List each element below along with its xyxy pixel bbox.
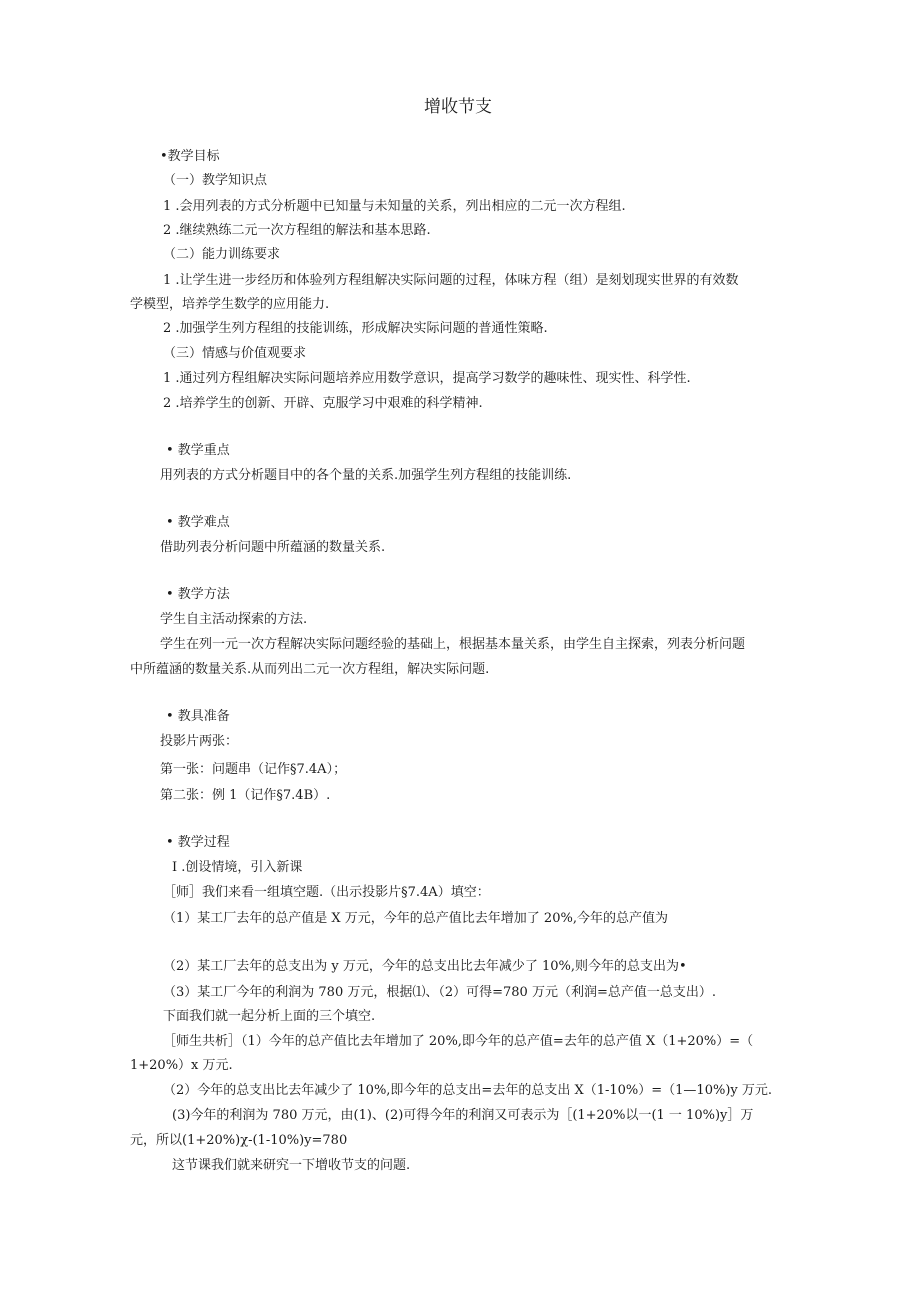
section-heading: • 教学重点 bbox=[166, 443, 230, 458]
section-heading: • 教学过程 bbox=[166, 835, 230, 850]
body-line: 2 .培养学生的创新、开辟、克服学习中艰难的科学精神. bbox=[163, 396, 483, 411]
body-line: 1 .让学生进一步经历和体验列方程组解决实际问题的过程，体味方程（组）是刻划现实世界的有效数 bbox=[163, 273, 739, 288]
subsection-heading: （一）教学知识点 bbox=[163, 173, 268, 188]
body-line: ［师生共析］（1）今年的总产值比去年增加了 20%,即今年的总产值=去年的总产值 X（1+20%）=（ bbox=[163, 1034, 754, 1049]
body-line: 第二张：例 1（记作§7.4B）. bbox=[160, 788, 331, 803]
section-heading: •教学目标 bbox=[160, 149, 220, 164]
body-line: (3)今年的利润为 780 万元，由(1)、(2)可得今年的利润又可表示为［(1+20%以一(1 一 10%)y］万 bbox=[172, 1108, 754, 1123]
subsection-heading: （二）能力训练要求 bbox=[163, 247, 281, 262]
body-line: （3）某工厂今年的利润为 780 万元，根据⑴、（2）可得=780 万元（利润=总产值一总支出）. bbox=[163, 985, 716, 1000]
body-line: 学生自主活动探索的方法. bbox=[160, 612, 308, 627]
section-heading: • 教具准备 bbox=[166, 709, 230, 724]
body-line: 2 .加强学生列方程组的技能训练，形成解决实际问题的普通性策略. bbox=[163, 321, 548, 336]
body-line: 1 .通过列方程组解决实际问题培养应用数学意识，提高学习数学的趣味性、现实性、科学性. bbox=[163, 371, 691, 386]
body-line: 用列表的方式分析题目中的各个量的关系.加强学生列方程组的技能训练. bbox=[160, 468, 572, 483]
body-line: ［师］我们来看一组填空题.（出示投影片§7.4A）填空： bbox=[163, 885, 490, 900]
body-line: 元，所以(1+20%)χ-(1-10%)y=780 bbox=[130, 1133, 348, 1148]
body-line: I .创设情境，引入新课 bbox=[172, 860, 303, 875]
body-line: （2）某工厂去年的总支出为 y 万元，今年的总支出比去年减少了 10%,则今年的总支出为• bbox=[163, 959, 687, 974]
body-line: 投影片两张： bbox=[160, 734, 239, 749]
body-line: 学生在列一元一次方程解决实际问题经验的基础上，根据基本量关系，由学生自主探索，列表分析问题 bbox=[160, 637, 746, 652]
body-line: （2）今年的总支出比去年减少了 10%,即今年的总支出=去年的总支出 X（1-10%）=（1—10%)y 万元. bbox=[163, 1083, 773, 1098]
document-title: 增收节支 bbox=[424, 97, 492, 117]
body-line: （1）某工厂去年的总产值是 X 万元，今年的总产值比去年增加了 20%,今年的总产值为 bbox=[163, 911, 668, 926]
body-line: 1 .会用列表的方式分析题中已知量与未知量的关系，列出相应的二元一次方程组. bbox=[163, 199, 626, 214]
section-heading: • 教学难点 bbox=[166, 515, 230, 530]
body-line: 第一张：问题串（记作§7.4A）； bbox=[160, 762, 347, 777]
subsection-heading: （三）情感与价值观要求 bbox=[163, 346, 307, 361]
section-heading: • 教学方法 bbox=[166, 587, 230, 602]
body-line: 1+20%）x 万元. bbox=[130, 1058, 233, 1073]
body-line: 这节课我们就来研究一下增收节支的问题. bbox=[172, 1158, 411, 1173]
body-line: 2 .继续熟练二元一次方程组的解法和基本思路. bbox=[163, 223, 431, 238]
body-line: 学模型，培养学生数学的应用能力. bbox=[130, 297, 330, 312]
body-line: 借助列表分析问题中所蕴涵的数量关系. bbox=[160, 540, 386, 555]
body-line: 中所蕴涵的数量关系.从而列出二元一次方程组，解决实际问题. bbox=[130, 662, 490, 677]
body-line: 下面我们就一起分析上面的三个填空. bbox=[163, 1009, 376, 1024]
